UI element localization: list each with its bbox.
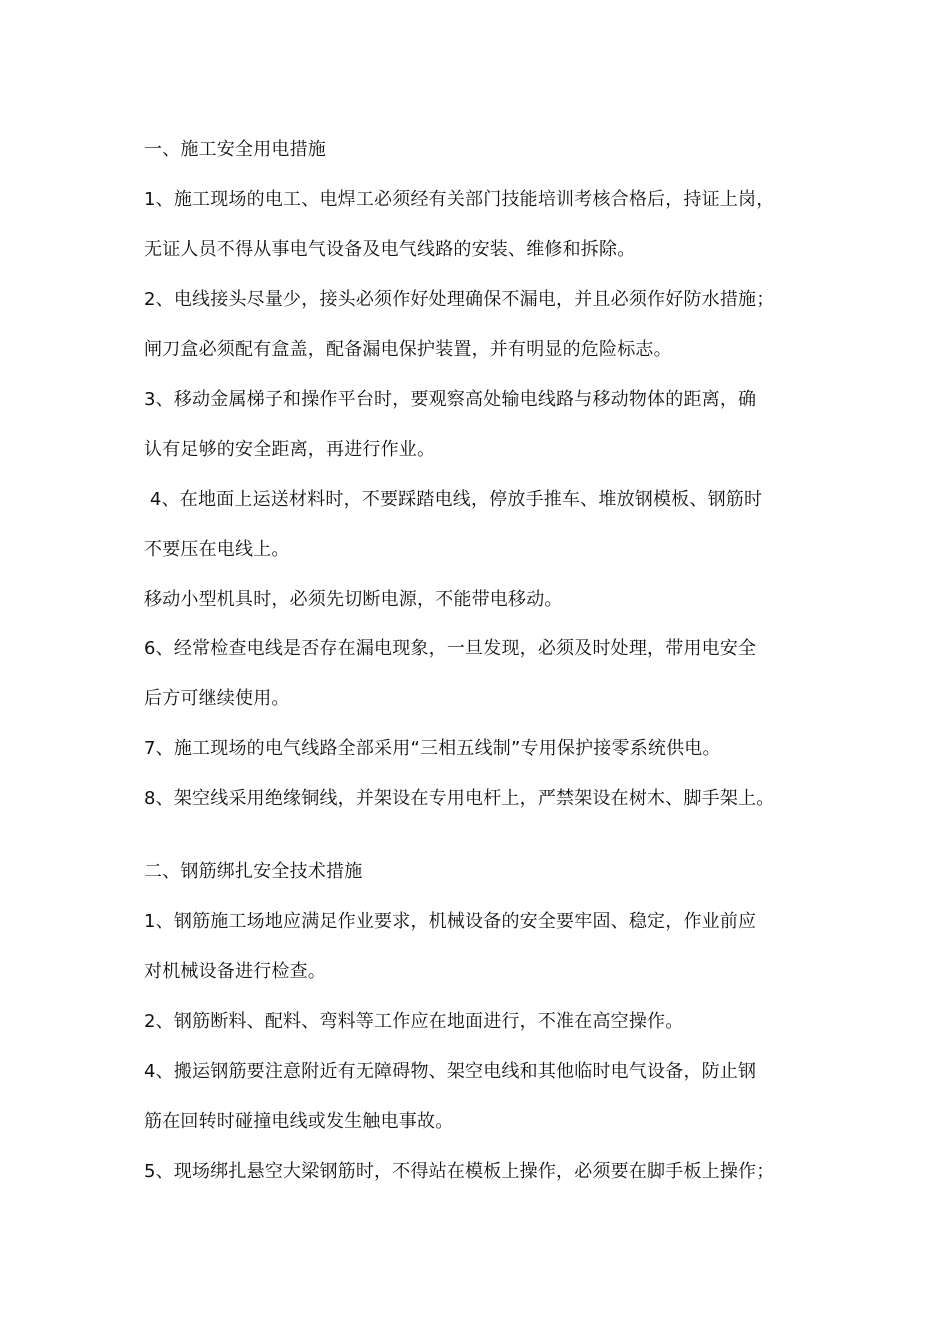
paragraph-line: 筋在回转时碰撞电线或发生触电事故。 xyxy=(144,1111,454,1132)
section-heading-rebar-safety: 二、钢筋绑扎安全技术措施 xyxy=(144,861,363,882)
paragraph-line: 4、在地面上运送材料时，不要踩踏电线，停放手推车、堆放钢模板、钢筋时 xyxy=(144,489,763,510)
paragraph-line: 移动小型机具时，必须先切断电源，不能带电移动。 xyxy=(144,589,563,610)
paragraph-line: 2、钢筋断料、配料、弯料等工作应在地面进行，不准在高空操作。 xyxy=(144,1011,684,1032)
paragraph-line: 4、搬运钢筋要注意附近有无障碍物、架空电线和其他临时电气设备，防止钢 xyxy=(144,1061,757,1082)
paragraph-line: 后方可继续使用。 xyxy=(144,688,290,709)
paragraph-line: 无证人员不得从事电气设备及电气线路的安装、维修和拆除。 xyxy=(144,239,636,260)
paragraph-line: 3、移动金属梯子和操作平台时，要观察高处输电线路与移动物体的距离，确 xyxy=(144,389,757,410)
paragraph-line: 7、施工现场的电气线路全部采用“三相五线制”专用保护接零系统供电。 xyxy=(144,738,721,759)
paragraph-line: 对机械设备进行检查。 xyxy=(144,961,326,982)
paragraph-line: 认有足够的安全距离，再进行作业。 xyxy=(144,439,436,460)
paragraph-line: 闸刀盒必须配有盒盖，配备漏电保护装置，并有明显的危险标志。 xyxy=(144,339,672,360)
paragraph-line: 不要压在电线上。 xyxy=(144,539,290,560)
paragraph-line: 8、架空线采用绝缘铜线，并架设在专用电杆上，严禁架设在树木、脚手架上。 xyxy=(144,788,775,809)
paragraph-line: 1、钢筋施工场地应满足作业要求，机械设备的安全要牢固、稳定，作业前应 xyxy=(144,911,757,932)
paragraph-line: 6、经常检查电线是否存在漏电现象，一旦发现，必须及时处理，带用电安全 xyxy=(144,638,757,659)
section-heading-electrical-safety: 一、施工安全用电措施 xyxy=(144,139,326,160)
paragraph-line: 5、现场绑扎悬空大梁钢筋时，不得站在模板上操作，必须要在脚手板上操作； xyxy=(144,1161,775,1182)
paragraph-line: 1、施工现场的电工、电焊工必须经有关部门技能培训考核合格后，持证上岗， xyxy=(144,189,775,210)
paragraph-line: 2、电线接头尽量少，接头必须作好处理确保不漏电，并且必须作好防水措施； xyxy=(144,289,775,310)
